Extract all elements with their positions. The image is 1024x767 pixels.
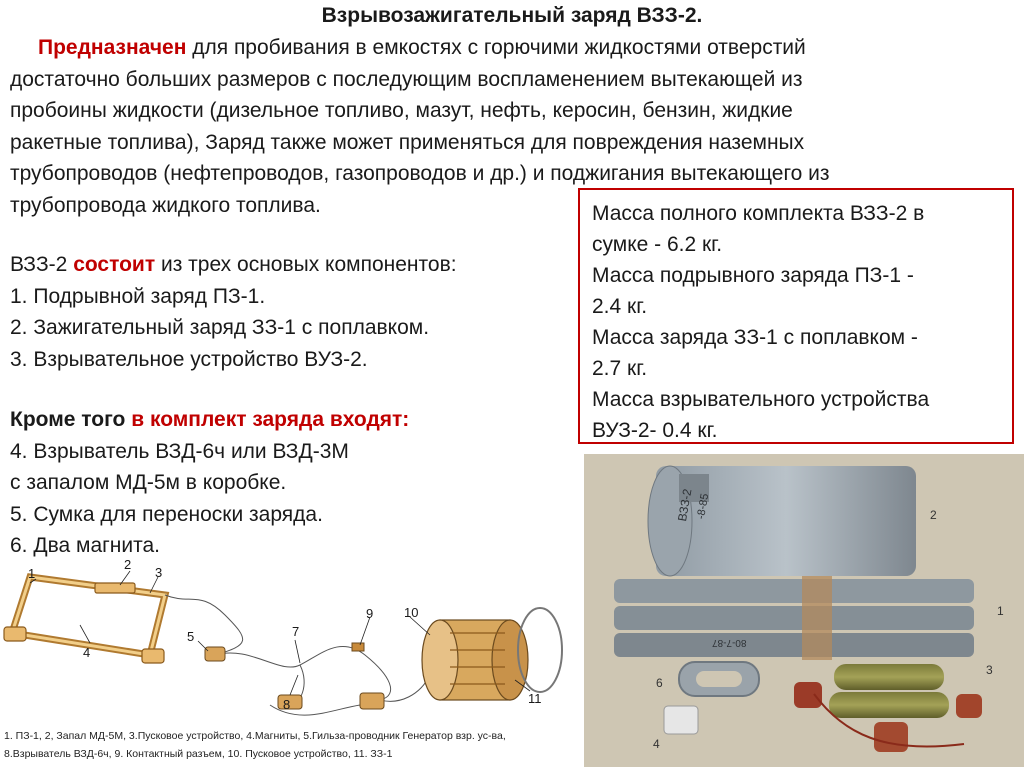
mass-line-7: Масса взрывательного устройства: [592, 388, 930, 411]
components-photo: [584, 454, 1024, 767]
diagram-label-1: 1: [28, 566, 36, 581]
diagram-label-4: 4: [83, 645, 91, 660]
composition-item-1: 1. Подрывной заряд ПЗ-1.: [10, 284, 266, 308]
diagram-caption: [4, 727, 506, 763]
page-title: Взрывозажигательный заряд ВЗЗ-2.: [321, 4, 703, 27]
components-photo-drawing: [584, 454, 1024, 767]
photo-label-2: 2: [930, 508, 937, 522]
composition-prefix: ВЗЗ-2: [10, 253, 74, 276]
extras-keyword: в комплект заряда входят:: [131, 408, 410, 431]
mass-line-4: 2.4 кг.: [592, 295, 648, 318]
demolition-charge-photo: [614, 576, 974, 660]
photo-label-6: 6: [656, 676, 663, 690]
purpose-line-2: достаточно больших размеров с последующим воспламенением вытекающей из: [10, 67, 803, 91]
purpose-line-3: пробоины жидкости (дизельное топливо, мазут, нефть, керосин, бензин, жидкие: [10, 99, 793, 122]
extras-line-1: 4. Взрыватель ВЗД-6ч или ВЗД-3М: [10, 439, 349, 463]
cylinder-marking: ВЗЗ-2: [675, 487, 695, 523]
mass-line-8: ВУЗ-2- 0.4 кг.: [592, 419, 718, 442]
composition-section: [10, 249, 570, 375]
composition-item-3: 3. Взрывательное устройство ВУЗ-2.: [10, 347, 368, 371]
purpose-line-1: для пробивания в емкостях с горючими жидкостями отверстий: [186, 36, 806, 59]
fuse-box-photo: [664, 706, 698, 734]
extras-section: [10, 404, 570, 562]
extras-prefix: Кроме того: [10, 408, 132, 431]
diagram-label-5: 5: [187, 629, 195, 644]
caption-line-1: 1. ПЗ-1, 2, Запал МД-5М, 3.Пусковое устройство, 4.Магниты, 5.Гильза-проводник Генератор взр. ус-ва,: [4, 730, 506, 742]
mass-line-6: 2.7 кг.: [592, 357, 648, 380]
diagram-label-10: 10: [404, 605, 419, 620]
mass-line-5: Масса заряда ЗЗ-1 с поплавком -: [592, 326, 918, 349]
mass-line-1: Масса полного комплекта ВЗЗ-2 в: [592, 202, 925, 225]
purpose-keyword: Предназначен: [38, 36, 187, 59]
incendiary-cylinder: [422, 608, 562, 700]
mass-info-box: [578, 188, 1014, 444]
diagram-label-7: 7: [292, 624, 300, 639]
tube-marking: 80-7-87: [712, 637, 747, 648]
purpose-line-5: трубопроводов (нефтепроводов, газопроводов и др.) и поджигания вытекающего из: [10, 162, 830, 185]
extras-line-3: 5. Сумка для переноски заряда.: [10, 502, 323, 526]
diagram-label-3: 3: [155, 565, 163, 580]
magnet-photo: [679, 662, 759, 696]
diagram-label-11: 11: [528, 691, 542, 706]
photo-label-4: 4: [653, 737, 660, 751]
diagram-label-9: 9: [366, 606, 374, 621]
composition-suffix: из трех основых компонентов:: [155, 253, 457, 276]
diagram-label-2: 2: [124, 557, 132, 572]
cylinder-marking-2: -8-85: [695, 492, 712, 521]
diagram-label-8: 8: [283, 697, 291, 712]
composition-item-2: 2. Зажигательный заряд ЗЗ-1 с поплавком.: [10, 316, 430, 339]
caption-line-2: 8.Взрыватель ВЗД-6ч, 9. Контактный разъем, 10. Пусковое устройство, 11. ЗЗ-1: [4, 748, 393, 760]
extras-line-2: с запалом МД-5м в коробке.: [10, 471, 287, 494]
purpose-line-6: трубопровода жидкого топлива.: [10, 193, 321, 217]
mass-line-2: сумке - 6.2 кг.: [592, 233, 723, 256]
extras-line-4: 6. Два магнита.: [10, 534, 161, 557]
composition-keyword: состоит: [73, 253, 156, 276]
photo-label-3: 3: [986, 663, 993, 677]
purpose-line-4: ракетные топлива), Заряд также может применяться для повреждения наземных: [10, 130, 805, 154]
mass-line-3: Масса подрывного заряда ПЗ-1 -: [592, 264, 914, 287]
photo-label-1: 1: [997, 604, 1004, 618]
